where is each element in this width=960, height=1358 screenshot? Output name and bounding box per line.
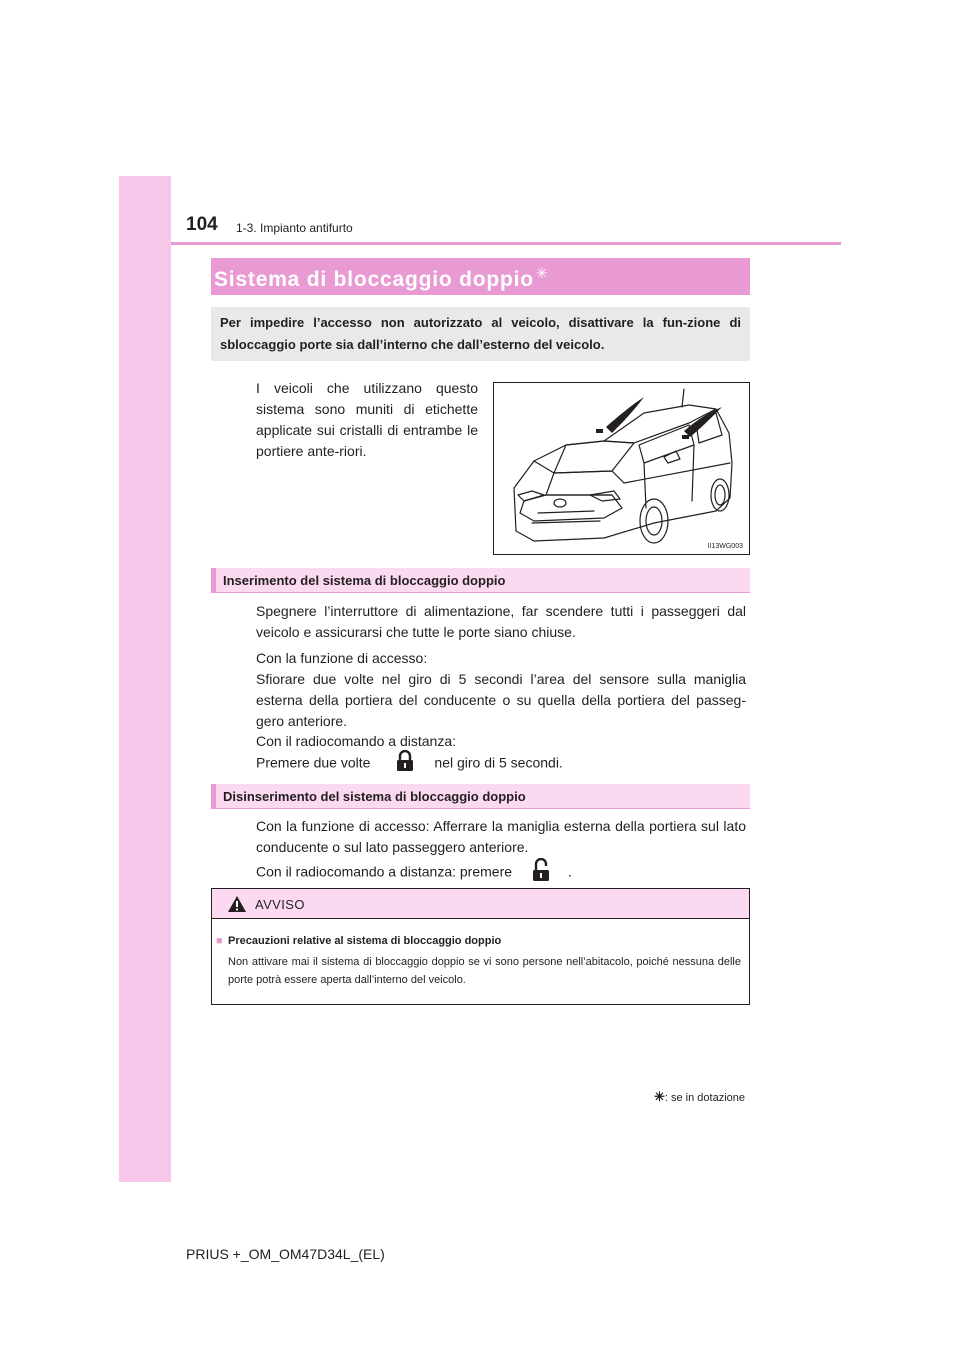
cancel-remote-line <box>256 858 746 888</box>
warning-label: AVVISO <box>255 897 305 912</box>
cancel-heading-bar <box>211 784 750 809</box>
setting-remote-after: nel giro di 5 secondi. <box>434 754 563 771</box>
cancel-remote-before: Con il radiocomando a distanza: premere <box>256 863 513 880</box>
setting-smart-text: Sfiorare due volte nel giro di 5 secondi l’area del sensore sulla maniglia esterna della portiera del conducente o su quella della portiera del passeg-gero anteriore. <box>256 671 746 729</box>
section-title-bar <box>211 258 750 295</box>
setting-remote-heading: Con il radiocomando a distanza: <box>256 733 457 749</box>
setting-remote-before: Premere due volte <box>256 754 371 771</box>
warning-bullet: ■ <box>216 935 223 947</box>
section-title-text: Sistema di bloccaggio doppio <box>214 268 534 291</box>
footnote-text: : se in dotazione <box>664 1092 745 1104</box>
footnote <box>654 1089 745 1105</box>
warning-triangle-icon <box>227 895 247 918</box>
lock-icon <box>396 750 414 778</box>
warning-box <box>211 888 750 1005</box>
setting-remote-line <box>256 750 746 778</box>
unlock-icon <box>532 858 550 888</box>
setting-heading: Inserimento del sistema di bloccaggio doppio <box>223 573 506 588</box>
figure-code: II13WG003 <box>707 543 743 550</box>
header-rule <box>171 242 841 245</box>
optional-equipment-marker: ✳ <box>535 265 549 281</box>
heading-underline <box>211 808 750 809</box>
cancel-remote-after: . <box>568 863 572 880</box>
cancel-heading: Disinserimento del sistema di bloccaggio doppio <box>223 789 526 804</box>
heading-underline <box>211 592 750 593</box>
intro-box <box>211 307 750 361</box>
labels-paragraph: I veicoli che utilizzano questo sistema sono muniti di etichette applicate sui cristalli di entrambe le portiere ante-riori. <box>256 380 478 459</box>
car-with-door-labels-illustration-icon <box>494 383 749 554</box>
warning-subtitle: Precauzioni relative al sistema di bloccaggio doppio <box>228 935 502 947</box>
page-number: 104 <box>186 214 218 235</box>
heading-accent-bar <box>211 784 216 809</box>
warning-header <box>212 889 749 919</box>
warning-text: Non attivare mai il sistema di bloccaggio doppio se vi sono persone nell’abitacolo, poiché nessuna delle porte potrà essere aperta dall’interno del veicolo. <box>228 956 741 986</box>
section-title <box>214 265 548 292</box>
setting-heading-bar <box>211 568 750 593</box>
cancel-smart-text: Con la funzione di accesso: Afferrare la maniglia esterna della portiera sul lato conducente o sul lato passeggero anteriore. <box>256 818 746 855</box>
chapter-sidebar-tab <box>119 176 171 1182</box>
footer-document-code: PRIUS +_OM_OM47D34L_(EL) <box>186 1246 385 1262</box>
section-reference: 1-3. Impianto antifurto <box>236 221 353 235</box>
intro-text: Per impedire l’accesso non autorizzato al veicolo, disattivare la fun-zione di sbloccaggio porte sia dall’interno che dall’esterno del veicolo. <box>220 315 741 352</box>
heading-accent-bar <box>211 568 216 593</box>
setting-paragraph: Spegnere l’interruttore di alimentazione, far scendere tutti i passeggeri dal veicolo e assicurarsi che tutte le porte siano chiuse. <box>256 603 746 640</box>
setting-smart-heading: Con la funzione di accesso: <box>256 650 428 666</box>
footnote-marker: ✳ <box>653 1089 665 1104</box>
car-illustration <box>493 382 750 555</box>
